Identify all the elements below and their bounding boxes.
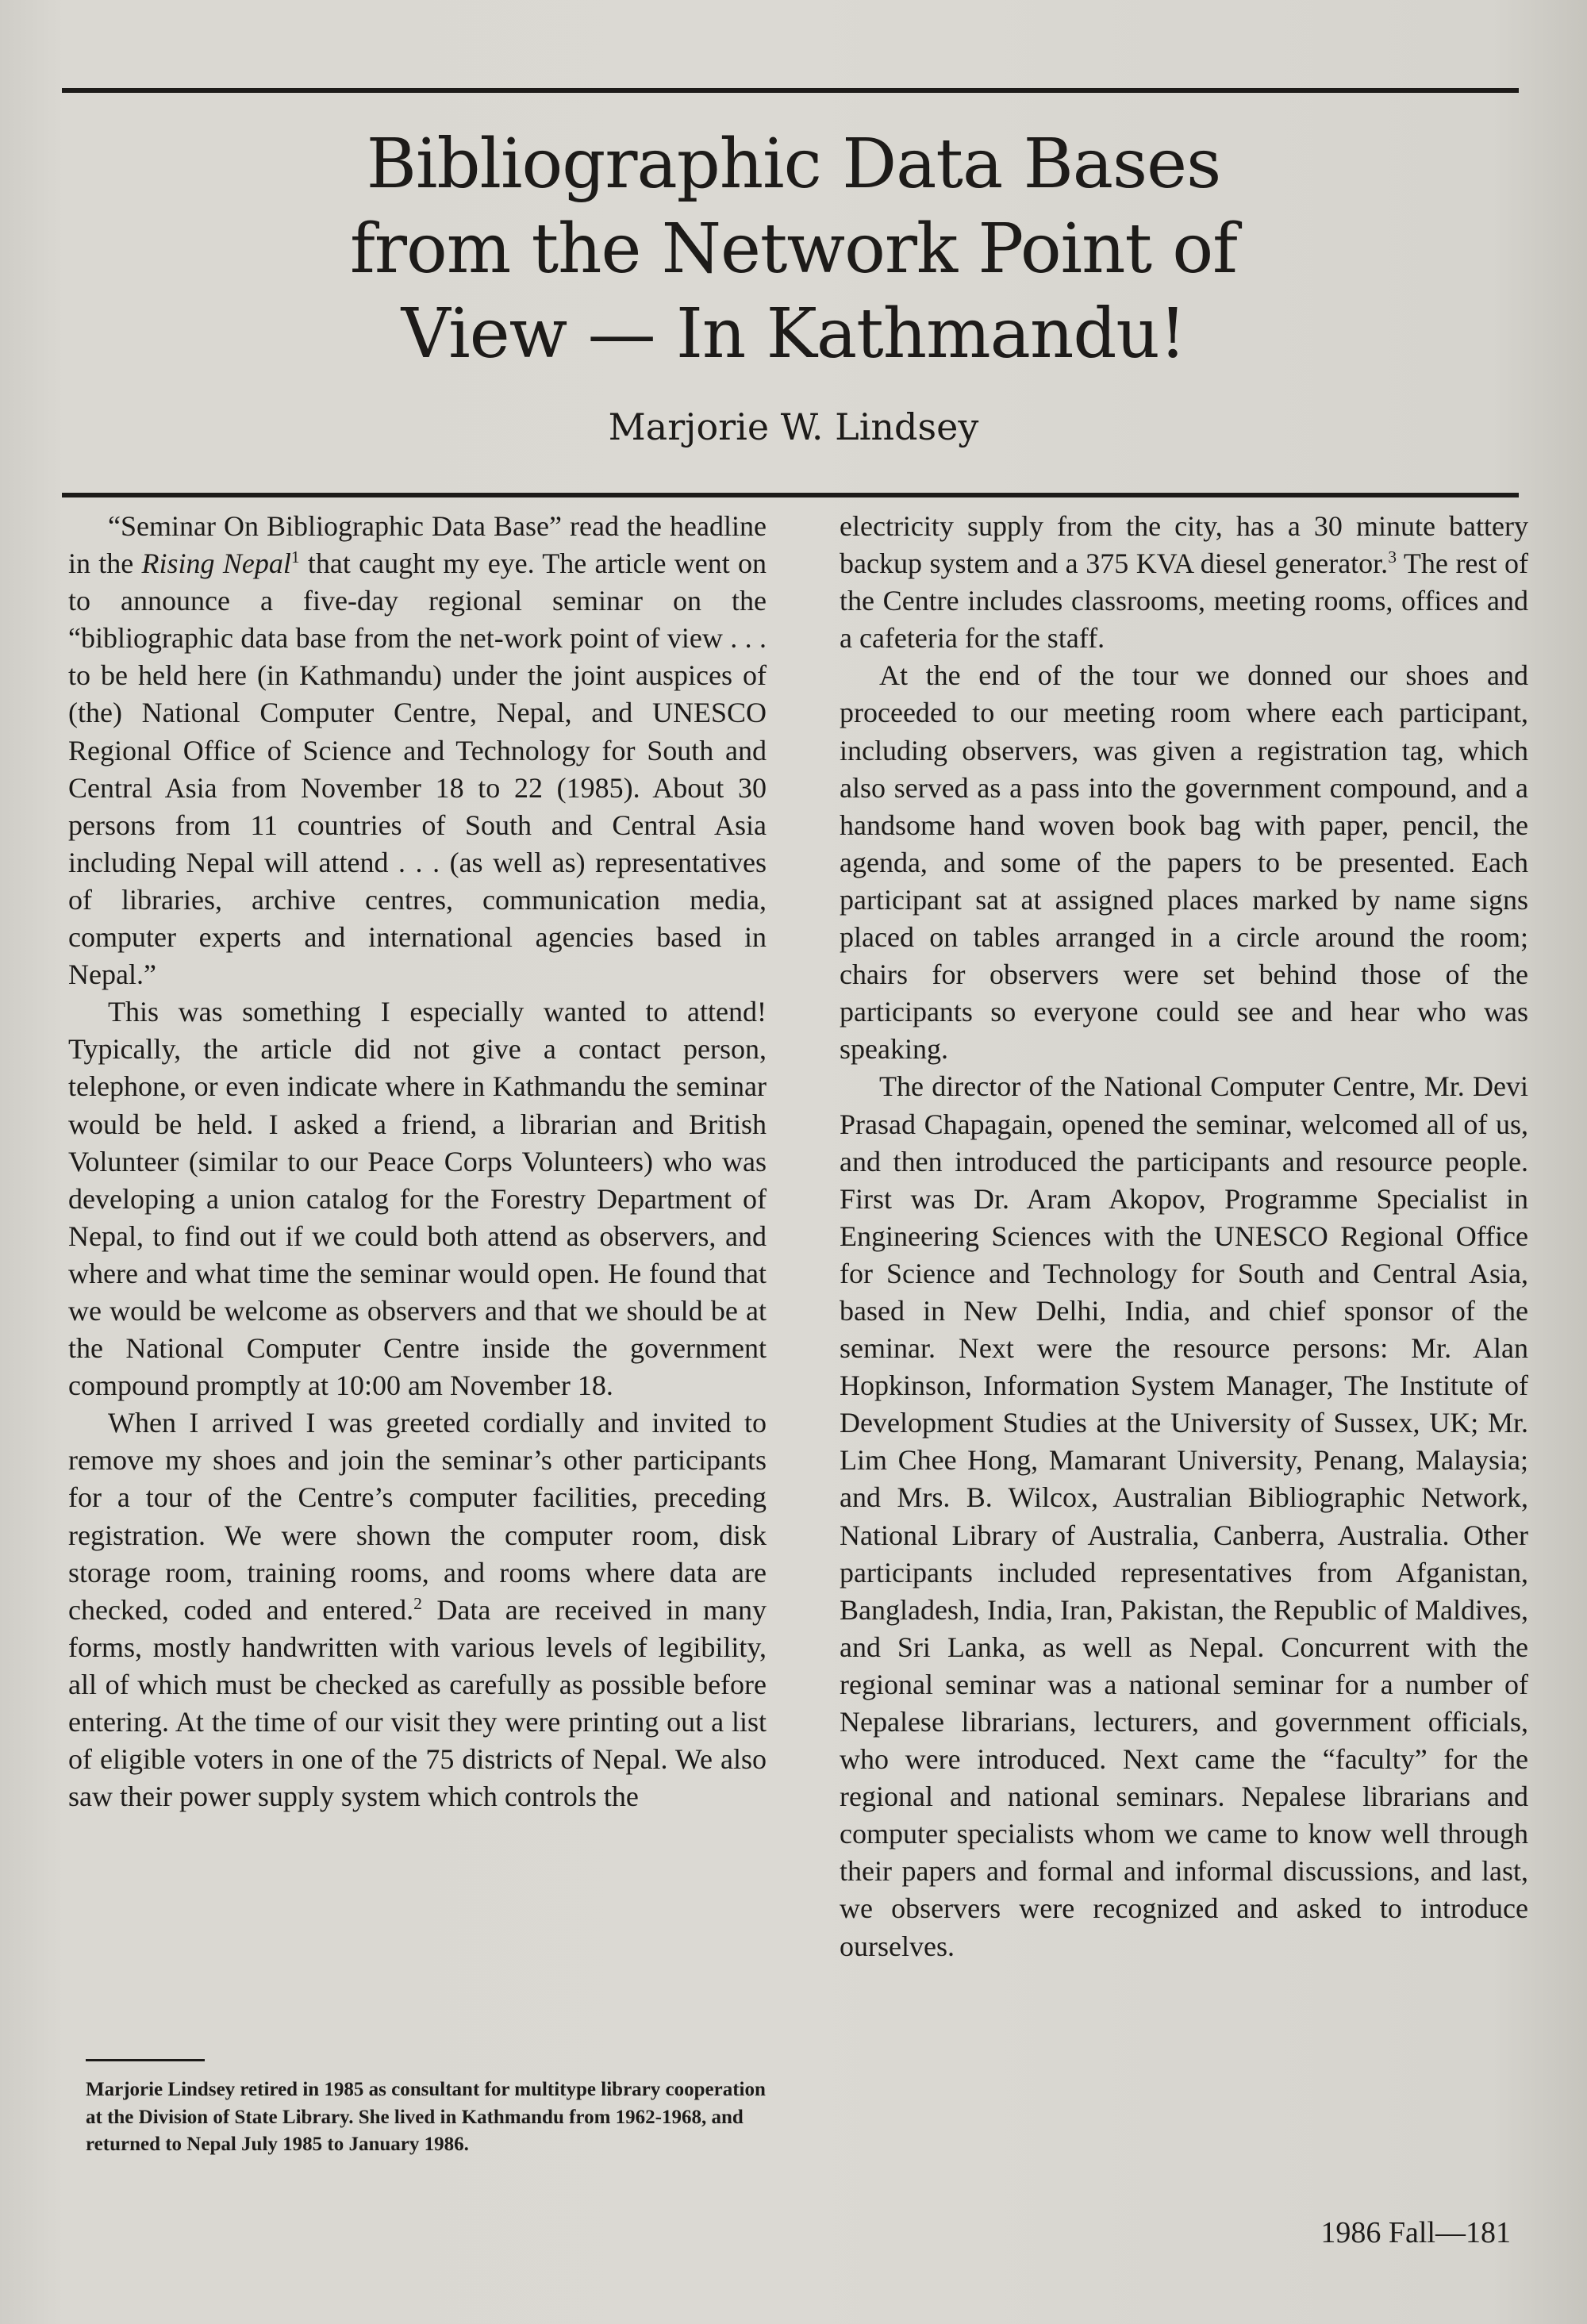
paragraph: When I arrived I was greeted cordially and invited to remove my shoes and join the seminar’s other participants for a tour of the Centre’s computer facilities, preceding registration. We were shown the computer room, disk storage room, training rooms, and rooms where data are checked, coded and entered.$^2$ Data are received in many forms, mostly handwritten with various levels of legibility, all of which must be checked as carefully as possible before entering. At the time of our visit they were printing out a list of eligible voters in one of the 75 districts of Nepal. We also saw their power supply system which controls the xyxy=(68,1407,767,1813)
paragraph: At the end of the tour we donned our shoes and proceeded to our meeting room where each participant, including observers, was given a registration tag, which also served as a pass into the government compound, and a handsome hand woven book bag with paper, pencil, the agenda, and some of the papers to be presented. Each participant sat at assigned places marked by name signs placed on tables arranged in a circle around the room; chairs for observers were set behind those of the participants so everyone could see and hear who was speaking. xyxy=(840,659,1528,1066)
footnote-ref: 1 xyxy=(290,547,300,567)
title-line-1: Bibliographic Data Bases xyxy=(366,125,1221,204)
publication-name: Rising Nepal xyxy=(141,547,291,580)
title-line-3: View — In Kathmandu! xyxy=(401,294,1186,374)
paragraph: The director of the National Computer Centre, Mr. Devi Prasad Chapagain, opened the seminar, welcomed all of us, and then introduced the participants and resource people. First was Dr. Aram Akopov, Programme Specialist in Engineering Sciences with the UNESCO Regional Office for Science and Technology for South and Central Asia, based in New Delhi, India, and chief sponsor of the seminar. Next were the resource persons: Mr. Alan Hopkinson, Information System Manager, The Institute of Development Studies at the University of Sussex, UK; Mr. Lim Chee Hong, Mamarant University, Penang, Malaysia; and Mrs. B. Wilcox, Australian Bibliographic Network, National Library of Australia, Canberra, Australia. Other participants included representatives from Afganistan, Bangladesh, India, Iran, Pakistan, the Republic of Maldives, and Sri Lanka, as well as Nepal. Concurrent with the regional seminar was a national seminar for a number of Nepalese librarians, lecturers, and government officials, who were introduced. Next came the “faculty” for the regional and national seminars. Nepalese librarians and computer specialists whom we came to know well through their papers and formal and informal discussions, and last, we observers were recognized and asked to introduce ourselves. xyxy=(840,1070,1528,1962)
article-title xyxy=(0,122,1587,377)
header-bottom-rule xyxy=(62,493,1519,497)
footnote-ref: 3 xyxy=(1388,547,1397,567)
page-folio: 1986 Fall—181 xyxy=(1320,2216,1511,2249)
right-column xyxy=(840,508,1528,1965)
footnote-ref: 2 xyxy=(413,1593,422,1613)
author-byline: Marjorie W. Lindsey xyxy=(608,405,979,448)
title-line-2: from the Network Point of xyxy=(350,209,1237,289)
header-top-rule xyxy=(62,88,1519,93)
paragraph: electricity supply from the city, has a 30 minute battery backup system and a 375 KVA diesel generator.$^3$ The rest of the Centre includes classrooms, meeting rooms, offices and a cafeteria for the staff. xyxy=(840,510,1528,655)
left-column xyxy=(68,508,767,1815)
paragraph: “Seminar On Bibliographic Data Base” read the headline in the Rising Nepal$^1$ that caught my eye. The article went on to announce a five-day regional seminar on the “bibliographic data base from the net-work point of view . . . to be held here (in Kathmandu) under the joint auspices of (the) National Computer Centre, Nepal, and UNESCO Regional Office of Science and Technology for South and Central Asia from November 18 to 22 (1985). About 30 persons from 11 countries of South and Central Asia including Nepal will attend . . . (as well as) representatives of libraries, archive centres, communication media, computer experts and international agencies based in Nepal.” xyxy=(68,510,767,991)
paragraph: This was something I especially wanted to attend! Typically, the article did not give a contact person, telephone, or even indicate where in Kathmandu the seminar would be held. I asked a friend, a librarian and British Volunteer (similar to our Peace Corps Volunteers) who was developing a union catalog for the Forestry Department of Nepal, to find out if we could both attend as observers, and where and what time the seminar would open. He found that we would be welcome as observers and that we should be at the National Computer Centre inside the government compound promptly at 10:00 am November 18. xyxy=(68,996,767,1402)
footnote-divider xyxy=(86,2059,205,2061)
author-bio-footnote: Marjorie Lindsey retired in 1985 as consultant for multitype library cooperation at the Division of State Library. She lived in Kathmandu from 1962-1968, and returned to Nepal July 1985 to January 1986. xyxy=(86,2079,766,2155)
